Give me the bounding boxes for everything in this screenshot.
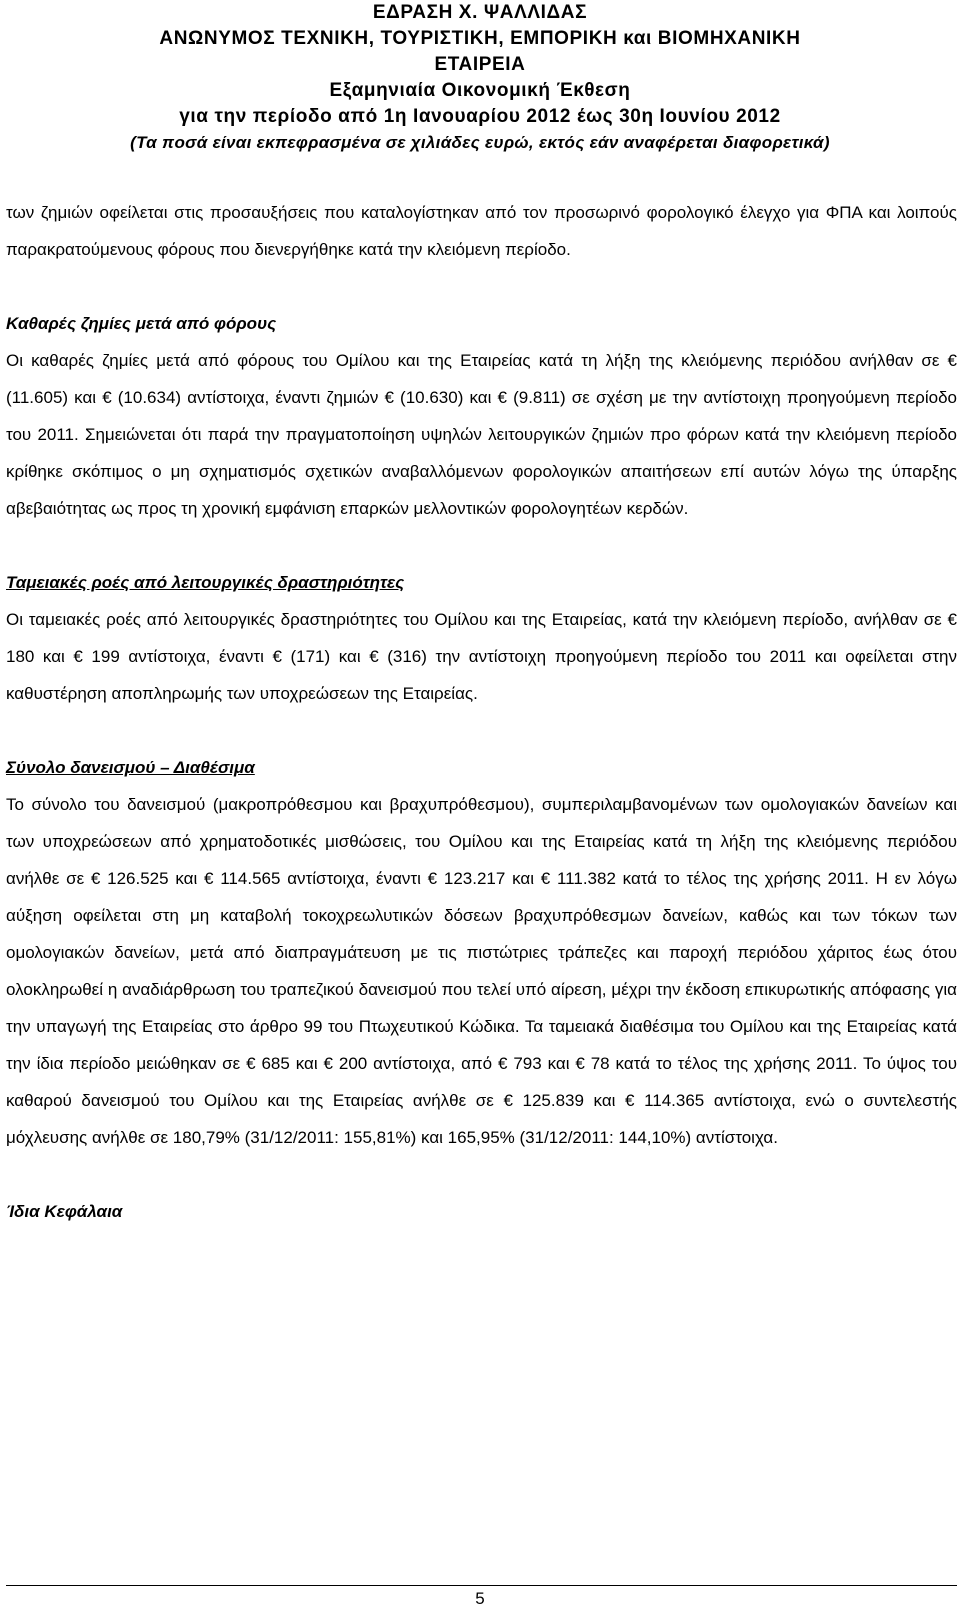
currency-note: (Τα ποσά είναι εκπεφρασμένα σε χιλιάδες ευρώ, εκτός εάν αναφέρεται διαφορετικά) — [130, 133, 830, 152]
document-header — [0, 0, 960, 156]
spacer — [6, 527, 957, 564]
operating-cash-flows-paragraph: Οι ταμειακές ροές από λειτουργικές δραστηριότητες του Ομίλου και της Εταιρείας, κατά την κλειόμενη περίοδο, ανήλθαν σε € 180 και € 199 αντίστοιχα, έναντι € (171) και € (316) την αντίστοιχη προηγούμενη περίοδο του 2011 και οφείλεται στην καθυστέρηση αποπληρωμής των υποχρεώσεων της Εταιρείας. — [6, 610, 957, 703]
footer-divider — [6, 1585, 957, 1586]
company-type-line2: ΕΤΑΙΡΕΙΑ — [434, 54, 526, 75]
company-type-line1: ΑΝΩΝΥΜΟΣ ΤΕΧΝΙΚΗ, ΤΟΥΡΙΣΤΙΚΗ, ΕΜΠΟΡΙΚΗ και ΒΙΟΜΗΧΑΝΙΚΗ — [159, 28, 801, 49]
total-borrowings-heading: Σύνολο δανεισμού – Διαθέσιμα — [6, 758, 255, 777]
page-number: 5 — [475, 1589, 485, 1608]
equity-heading: Ίδια Κεφάλαια — [6, 1202, 123, 1221]
report-period: για την περίοδο από 1η Ιανουαρίου 2012 έως 30η Ιουνίου 2012 — [179, 106, 781, 127]
company-name: ΕΔΡΑΣΗ Χ. ΨΑΛΛΙΔΑΣ — [372, 2, 588, 23]
operating-cash-flows-heading: Ταμειακές ροές από λειτουργικές δραστηριότητες — [6, 573, 405, 592]
report-title: Εξαμηνιαία Οικονομική Έκθεση — [329, 80, 631, 101]
total-borrowings-paragraph: Το σύνολο του δανεισμού (μακροπρόθεσμου και βραχυπρόθεσμου), συμπεριλαμβανομένων των ομολογιακών δανείων και των υποχρεώσεων από χρηματοδοτικές μισθώσεις, του Ομίλου και της Εταιρείας κατά τη λήξη της κλειόμενης περιόδου ανήλθε σε € 126.525 και € 114.565 αντίστοιχα, έναντι € 123.217 και € 111.382 κατά το τέλος της χρήσης 2011. Η εν λόγω αύξηση οφείλεται στη μη καταβολή τοκοχρεωλυτικών δόσεων βραχυπρόθεσμων δανείων, καθώς και των τόκων των ομολογιακών δανείων, μετά από διαπραγμάτευση με τις πιστώτριες τράπεζες και παροχή περιόδου χάριτος έως ότου ολοκληρωθεί η αναδιάρθρωση του τραπεζικού δανεισμού που τελεί υπό αίρεση, μέχρι την έκδοση επικυρωτικής απόφασης για την υπαγωγή της Εταιρείας στο άρθρο 99 του Πτωχευτικού Κώδικα. Τα ταμειακά διαθέσιμα του Ομίλου και της Εταιρείας κατά την ίδια περίοδο μειώθηκαν σε € 685 και € 200 αντίστοιχα, από € 793 και € 78 κατά το τέλος της χρήσης 2011. Το ύψος του καθαρού δανεισμού του Ομίλου και της Εταιρείας ανήλθε σε € 125.839 και € 114.365 αντίστοιχα, ενώ ο συντελεστής μόχλευσης ανήλθε σε 180,79% (31/12/2011: 155,81%) και 165,95% (31/12/2011: 144,10%) αντίστοιχα. — [6, 795, 957, 1147]
document-body — [6, 194, 957, 1230]
intro-paragraph: των ζημιών οφείλεται στις προσαυξήσεις που καταλογίστηκαν από τον προσωρινό φορολογικό έλεγχο για ΦΠΑ και λοιπούς παρακρατούμενους φόρους που διενεργήθηκε κατά την κλειόμενη περίοδο. — [6, 203, 957, 259]
spacer — [6, 1156, 957, 1193]
net-losses-heading: Καθαρές ζημίες μετά από φόρους — [6, 314, 277, 333]
net-losses-paragraph: Οι καθαρές ζημίες μετά από φόρους του Ομίλου και της Εταιρείας κατά τη λήξη της κλειόμενης περιόδου ανήλθαν σε € (11.605) και € (10.634) αντίστοιχα, έναντι ζημιών € (10.630) και € (9.811) σε σχέση με την αντίστοιχη προηγούμενη περίοδο του 2011. Σημειώνεται ότι παρά την πραγματοποίηση υψηλών λειτουργικών ζημιών προ φόρων κατά την κλειόμενη περίοδο κρίθηκε σκόπιμος ο μη σχηματισμός σχετικών αναβαλλόμενων φορολογικών απαιτήσεων επί αυτών λόγω της ύπαρξης αβεβαιότητας ως προς τη χρονική εμφάνιση επαρκών μελλοντικών φορολογητέων κερδών. — [6, 351, 957, 518]
spacer — [6, 712, 957, 749]
spacer — [6, 268, 957, 305]
